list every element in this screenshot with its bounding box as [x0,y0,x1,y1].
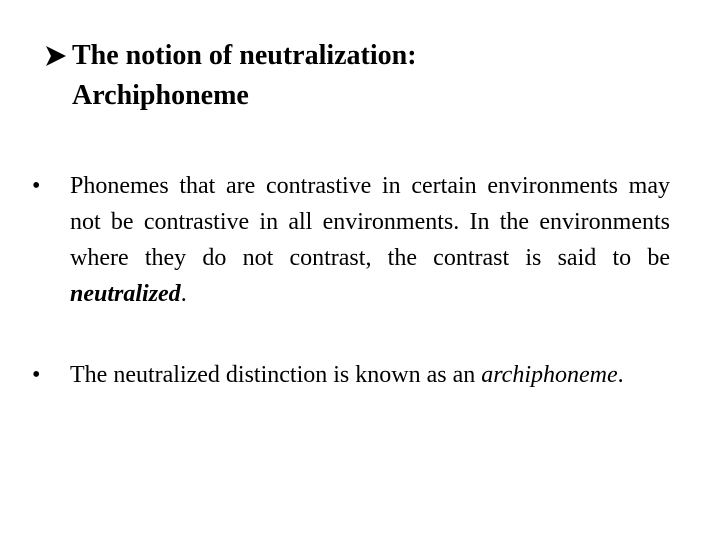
slide-title [44,36,684,116]
arrow-bullet-icon [44,36,72,68]
bullet-list [32,168,670,393]
bullet-text-end: . [180,281,187,307]
bullet-text-body: Phonemes that are contrastive in certain environments may not be contrastive in all environments. In the environments where they do not contrast, the contrast is said to be [70,173,670,271]
title-line-1: The notion of neutralization: [72,40,417,71]
bullet-text [70,168,670,312]
title-row [44,36,684,76]
bullet-item [32,168,670,312]
bullet-text-end: . [617,362,624,388]
title-line-2: Archiphoneme [72,80,249,111]
bullet-glyph: • [32,362,41,388]
bullet-text [70,357,670,393]
bullet-text-body: The neutralized distinction is known as an [70,362,482,388]
emphasis-term: archiphoneme [481,362,618,388]
bullet-item [32,357,670,393]
emphasis-term: neutralized [70,281,181,307]
bullet-glyph: • [32,173,41,199]
